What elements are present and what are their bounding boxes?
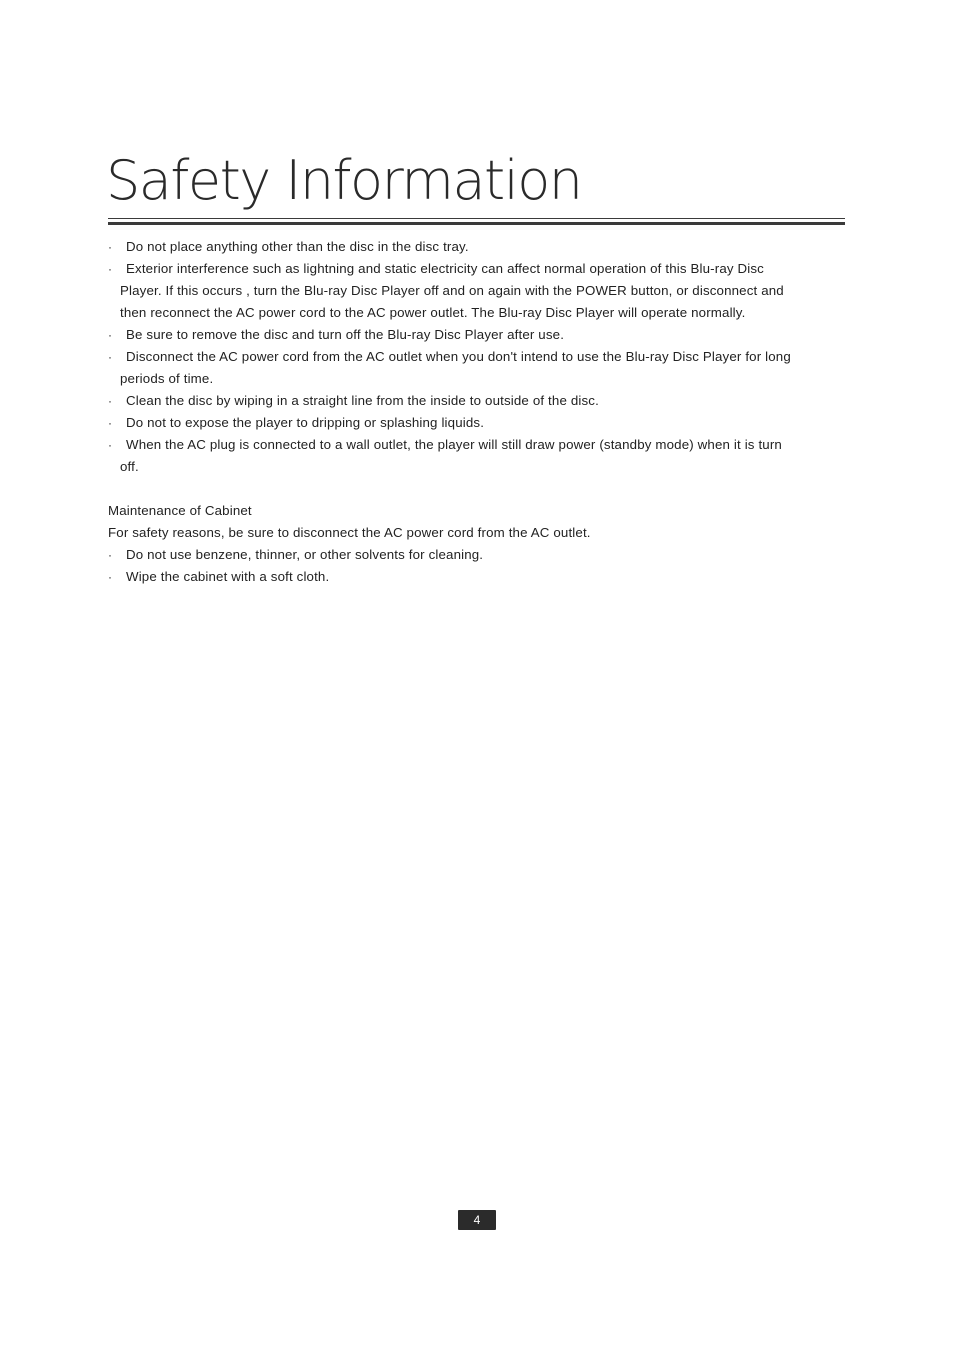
bullet-icon: · (108, 240, 113, 254)
bullet-icon: · (108, 350, 113, 364)
list-item-text: Be sure to remove the disc and turn off the Blu-ray Disc Player after use. (126, 327, 565, 342)
maintenance-intro: For safety reasons, be sure to disconnect the AC power cord from the AC outlet. (108, 525, 591, 540)
section-spacer (108, 478, 853, 500)
page-title: Safety Information (106, 149, 582, 212)
list-item-text: Clean the disc by wiping in a straight line from the inside to outside of the disc. (126, 393, 599, 408)
list-item-text: Disconnect the AC power cord from the AC outlet when you don't intend to use the Blu-ray Disc Player for long (126, 349, 791, 364)
bullet-icon: · (108, 570, 113, 584)
bullet-icon: · (108, 548, 113, 562)
title-divider-thick (108, 222, 845, 225)
safety-list (108, 236, 853, 478)
list-item-continuation: then reconnect the AC power cord to the AC power outlet. The Blu-ray Disc Player will operate normally. (120, 305, 746, 320)
list-item-text: Exterior interference such as lightning and static electricity can affect normal operation of this Blu-ray Disc (126, 261, 764, 276)
list-item-text: Do not to expose the player to dripping or splashing liquids. (126, 415, 485, 430)
bullet-icon: · (108, 262, 113, 276)
list-item (108, 346, 853, 390)
bullet-icon: · (108, 416, 113, 430)
list-item-continuation: off. (120, 459, 139, 474)
list-item-text: When the AC plug is connected to a wall outlet, the player will still draw power (standby mode) when it is turn (126, 437, 782, 452)
list-item (108, 236, 853, 258)
list-item (108, 390, 853, 412)
list-item (108, 566, 853, 588)
bullet-icon: · (108, 438, 113, 452)
list-item (108, 258, 853, 324)
page-number-badge: 4 (458, 1210, 496, 1230)
content-body (108, 236, 853, 588)
bullet-icon: · (108, 328, 113, 342)
list-item (108, 412, 853, 434)
maintenance-list (108, 544, 853, 588)
list-item-continuation: periods of time. (120, 371, 214, 386)
maintenance-heading: Maintenance of Cabinet (108, 503, 252, 518)
list-item-text: Do not place anything other than the disc in the disc tray. (126, 239, 469, 254)
bullet-icon: · (108, 394, 113, 408)
list-item (108, 544, 853, 566)
title-divider-thin (108, 218, 845, 219)
list-item-text: Wipe the cabinet with a soft cloth. (126, 569, 330, 584)
list-item-text: Do not use benzene, thinner, or other solvents for cleaning. (126, 547, 484, 562)
list-item-continuation: Player. If this occurs , turn the Blu-ray Disc Player off and on again with the POWER button, or disconnect and (120, 283, 784, 298)
list-item (108, 324, 853, 346)
list-item (108, 434, 853, 478)
